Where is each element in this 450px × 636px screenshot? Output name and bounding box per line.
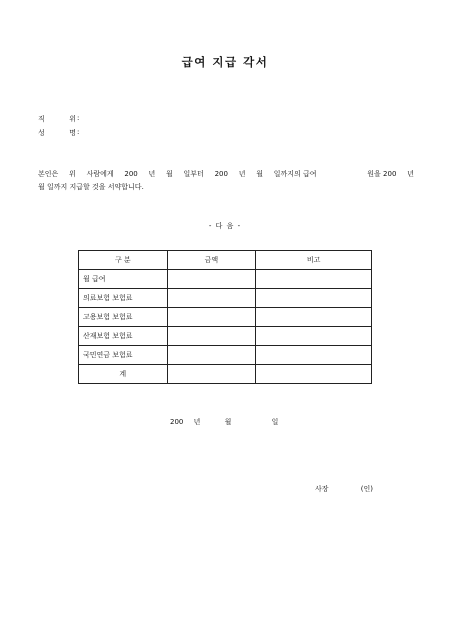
table-row <box>79 270 372 289</box>
table-row <box>79 327 372 346</box>
row-note[interactable] <box>256 270 372 289</box>
payment-table <box>78 250 372 384</box>
signature-line <box>315 484 373 494</box>
table-row <box>79 308 372 327</box>
row-note[interactable] <box>256 308 372 327</box>
header-amount: 금액 <box>167 251 256 270</box>
date-year-unit: 년 <box>193 418 201 426</box>
table-total-row <box>79 365 372 384</box>
row-amount[interactable] <box>167 327 256 346</box>
seal-mark: (인) <box>360 485 373 493</box>
row-amount[interactable] <box>167 346 256 365</box>
row-item: 산재보험 보험료 <box>79 327 168 346</box>
position-label: 직 위 <box>38 115 76 123</box>
pledge-line-2: 월 일까지 지급할 것을 서약합니다. <box>38 183 144 191</box>
signer-role: 사장 <box>315 485 329 493</box>
header-note: 비고 <box>256 251 372 270</box>
page-title: 급여 지급 각서 <box>181 55 269 69</box>
table-row <box>79 346 372 365</box>
pledge-word: 사람에게 <box>86 170 114 178</box>
table-row <box>79 289 372 308</box>
date-day-unit: 일 <box>271 418 279 426</box>
pledge-word: 월 <box>166 170 173 178</box>
row-item: 고용보험 보험료 <box>79 308 168 327</box>
row-amount[interactable] <box>167 289 256 308</box>
row-note[interactable] <box>256 327 372 346</box>
pledge-word: 위 <box>69 170 76 178</box>
name-field <box>38 128 79 138</box>
row-note[interactable] <box>256 289 372 308</box>
row-item: 의료보험 보험료 <box>79 289 168 308</box>
row-amount-total[interactable] <box>167 365 256 384</box>
header-category: 구 분 <box>79 251 168 270</box>
pledge-word: 일부터 <box>183 170 204 178</box>
name-colon: : <box>77 128 80 136</box>
pledge-line-1 <box>38 168 414 181</box>
pledge-word: 년 <box>407 170 414 178</box>
row-item: 월 급여 <box>79 270 168 289</box>
pledge-word: 원을 200 <box>367 170 397 178</box>
pledge-word: 본인은 <box>38 170 59 178</box>
document-date <box>170 417 278 427</box>
row-amount[interactable] <box>167 270 256 289</box>
pledge-word: 200 <box>124 170 138 178</box>
pledge-word: 년 <box>148 170 156 178</box>
position-colon: : <box>77 114 80 122</box>
row-note[interactable] <box>256 346 372 365</box>
pledge-word: 년 <box>238 170 246 178</box>
position-field <box>38 114 79 124</box>
pledge-statement <box>38 168 414 194</box>
row-amount[interactable] <box>167 308 256 327</box>
date-year: 200 <box>170 418 184 426</box>
details-heading: - 다 음 - <box>208 222 242 230</box>
pledge-word: 월 <box>256 170 263 178</box>
row-item: 국민연금 보험료 <box>79 346 168 365</box>
row-note-total[interactable] <box>256 365 372 384</box>
pledge-word: 일까지의 급여 <box>273 170 317 178</box>
name-label: 성 명 <box>38 129 76 137</box>
date-month-unit: 월 <box>224 418 232 426</box>
row-item-total: 계 <box>79 365 168 384</box>
table-header-row <box>79 251 372 270</box>
pledge-word: 200 <box>214 170 228 178</box>
